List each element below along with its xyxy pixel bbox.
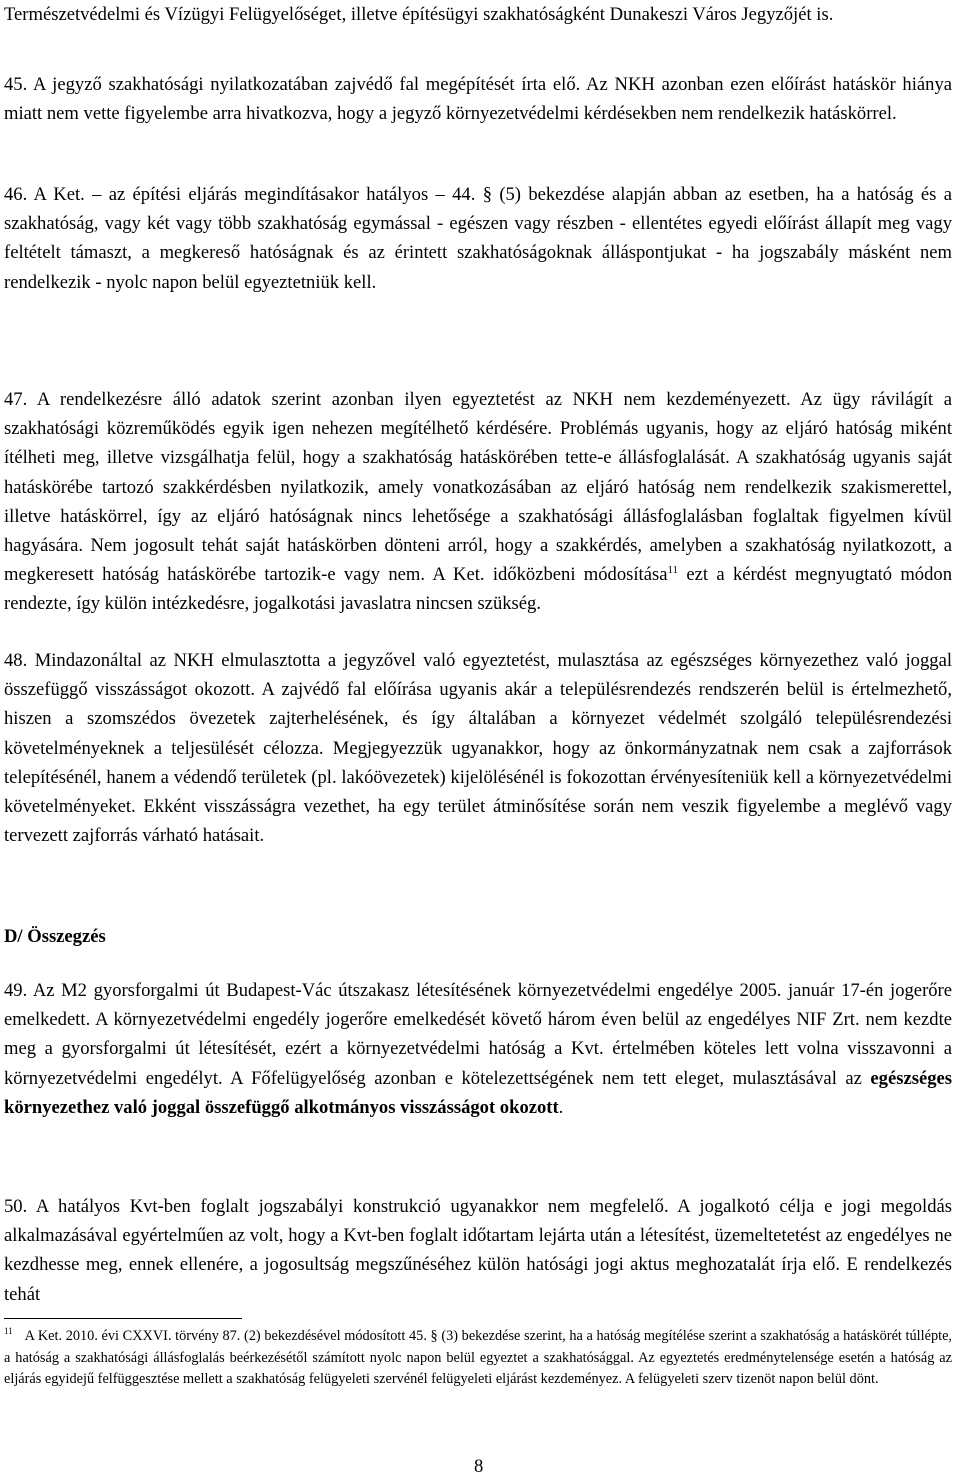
paragraph-48: 48. Mindazonáltal az NKH elmulasztotta a jegyzővel való egyeztetést, mulasztása az egészséges környezethez való joggal összefüggő visszásságot okozott. A zajvédő fal előírása ugyanis akár a településrendezés rendszerén belül is értelmezhető, hiszen a szomszédos övezetek zajterhelésének, és így általában a környezet védelmét szolgáló településrendezési követelményeknek a teljesülését célozza. Megjegyezzük ugyanakkor, hogy az önkormányzatnak nem csak a zajforrások telepítésénél, hanem a védendő területek (pl. lakóövezetek) kijelölésénél is fokozottan érvényesíteniük kell a környezetvédelmi követelményeket. Ekként visszásságra vezethet, ha egy terület átminősítése során nem veszik figyelembe a meglévő vagy tervezett zajforrás várható hatásait. [4,650,952,847]
footnote-reference: 11 [667,564,679,577]
paragraph-46: 46. A Ket. – az építési eljárás megindításakor hatályos – 44. § (5) bekezdése alapján abban az esetben, ha a hatóság és a szakhatóság, vagy két vagy több szakhatóság egymással - egészen vagy részben - ellentétes egyedi előírást állapít meg vagy feltételt támaszt, a megkereső hatóságnak és az érintett szakhatóságoknak álláspontjukat - ha jogszabály másként nem rendelkezik - nyolc napon belül egyeztetniük kell. [4,184,952,293]
paragraph-intro: Természetvédelmi és Vízügyi Felügyelőséget, illetve építésügyi szakhatóságként Dunakeszi Város Jegyzőjét is. [4,4,834,25]
paragraph-49-end: . [558,1096,564,1118]
paragraph-49 [4,976,952,1122]
paragraph-50: 50. A hatályos Kvt-ben foglalt jogszabályi konstrukció ugyanakkor nem megfelelő. A jogalkotó célja e jogi megoldás alkalmazásával egyértelműen az volt, hogy a Kvt-ben foglalt időtartam lejárta után a létesítést, üzemeltetetést az engedélyes ne kezdhesse meg, ennek ellenére, a jogosultság megszűnéséhez külön hatósági jogi aktus meghozatalát írja elő. E rendelkezés tehát [4,1196,952,1305]
footnote-divider [4,1318,242,1319]
page-number: 8 [474,1456,484,1477]
section-heading: D/ Összegzés [4,926,106,947]
paragraph-45: 45. A jegyző szakhatósági nyilatkozatában zajvédő fal megépítését írta elő. Az NKH azonban ezen előírást hatáskör hiánya miatt nem vette figyelembe arra hivatkozva, hogy a jegyző környezetvédelmi kérdésekben nem rendelkezik hatáskörrel. [4,74,952,125]
paragraph-47 [4,385,952,619]
footnote-number: 11 [4,1326,13,1337]
footnote [4,1326,952,1391]
paragraph-49-bold: egészséges környezethez való joggal összefüggő alkotmányos visszásságot okozott [4,1067,952,1118]
paragraph-49-text: 49. Az M2 gyorsforgalmi út Budapest-Vác útszakasz létesítésének környezetvédelmi engedélye 2005. január 17-én jogerőre emelkedett. A környezetvédelmi engedély jogerőre emelkedését követő három éven belül az engedélyes NIF Zrt. nem kezdte meg a gyorsforgalmi út létesítését, ezért a környezetvédelmi hatóság a Kvt. értelmében köteles lett volna visszavonni a környezetvédelmi engedélyt. A Főfelügyelőség azonban e kötelezettségének nem tett eleget, mulasztásával az [4,980,952,1089]
paragraph-47-text-a: 47. A rendelkezésre álló adatok szerint azonban ilyen egyeztetést az NKH nem kezdeményezett. Az ügy rávilágít a szakhatósági közreműködés egyik igen nehezen megítélhető kérdésére. Problémás ugyanis, hogy az eljáró hatóság miként ítélheti meg, illetve vizsgálhatja felül, hogy a szakhatóság hatáskörében tette-e állásfoglalását. A szakhatóság ugyanis saját hatáskörébe tartozó szakkérdésben nyilatkozik, amely vonatkozásában az eljáró hatóság nem rendelkezik szakismerettel, illetve hatáskörrel, így az eljáró hatóságnak nincs lehetősége a szakhatósági állásfoglalásban foglaltak figyelmen kívül hagyására. Nem jogosult tehát saját hatáskörben dönteni arról, hogy a szakkérdés, amelyben a szakhatóság nyilatkozott, a megkeresett hatóság hatáskörébe tartozik-e vagy nem. A Ket. időközbeni módosítása [4,389,952,586]
footnote-text: A Ket. 2010. évi CXXVI. törvény 87. (2) bekezdésével módosított 45. § (3) bekezdése szerint, ha a hatóság megítélése szerint a szakhatóság a hatáskörét túllépte, a hatóság a szakhatósági állásfoglalás beérkezésétől számított nyolc napon belül egyeztet a szakhatósággal. Az egyeztetés eredménytelensége esetén a hatóság az eljárás egyidejű felfüggesztése mellett a szakhatóság felügyeleti szervénél felügyeleti eljárást kezdeményez. A felügyeleti szerv tizenöt napon belül dönt. [4,1328,952,1388]
paragraph-47-text-b: ezt a kérdést megnyugtató módon rendezte, így külön intézkedésre, jogalkotási javaslatra nincsen szükség. [4,564,952,615]
